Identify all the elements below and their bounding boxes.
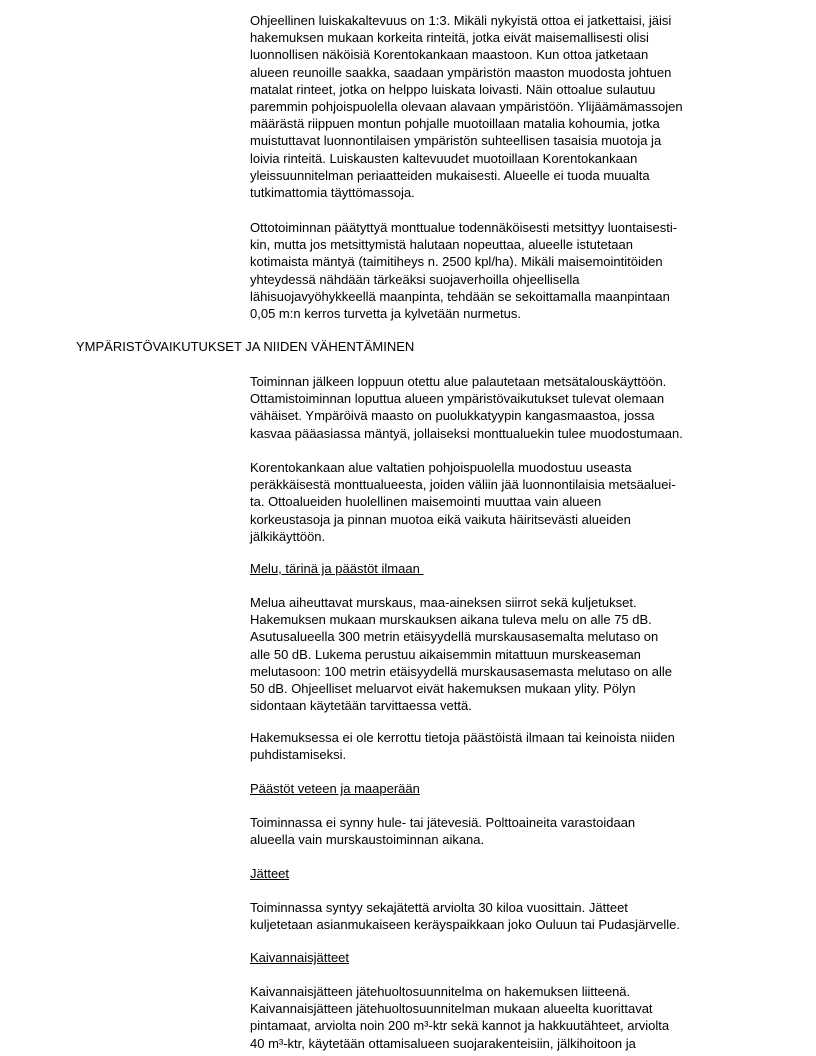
text-line: 40 m³-ktr, käytetään ottamisalueen suojarakenteisiin, jälkihoitoon ja <box>250 1035 636 1051</box>
text-line: jälkikäyttöön. <box>250 528 326 544</box>
text-line: puhdistamiseksi. <box>250 747 347 763</box>
text-line: paremmin pohjoispuolella olevaan alavaan ympäristöön. Ylijäämämassojen <box>250 99 683 115</box>
text-line: luonnollisen näköisiä Korentokankaan maastoon. Kun ottoa jatketaan <box>250 47 649 63</box>
text-line: loivia rinteitä. Luiskausten kaltevuudet muotoillaan Korentokankaan <box>250 150 638 166</box>
text-line: Ottamistoiminnan loputtua alueen ympäristövaikutukset tulevat olemaan <box>250 391 665 407</box>
text-line: peräkkäisestä monttualueesta, joiden väliin jää luonnontilaisia metsäaluei- <box>250 477 676 493</box>
section-heading-environmental-impacts: YMPÄRISTÖVAIKUTUKSET JA NIIDEN VÄHENTÄMINEN <box>76 339 415 354</box>
paragraph-reforestation <box>250 219 750 322</box>
paragraph-waste <box>250 899 750 933</box>
text-line: pintamaat, arviolta noin 200 m³-ktr sekä kannot ja hakkuutähteet, arviolta <box>250 1018 670 1034</box>
text-line: Ohjeellinen luiskakaltevuus on 1:3. Mikäli nykyistä ottoa ei jatkettaisi, jäisi <box>250 13 672 28</box>
text-line: alueella vain murskaustoiminnan aikana. <box>250 832 485 848</box>
text-line: kin, mutta jos metsittymistä halutaan nopeuttaa, alueelle istutetaan <box>250 237 633 253</box>
text-line: Korentokankaan alue valtatien pohjoispuolella muodostuu useasta <box>250 460 632 475</box>
text-line: 50 dB. Ohjeelliset meluarvot eivät hakemuksen mukaan ylity. Pölyn <box>250 681 636 697</box>
text-line: muistuttavat luonnontilaisen ympäristön suhteellisen tasaisia muotoja ja <box>250 133 662 149</box>
paragraph-noise <box>250 594 750 714</box>
text-line: lähisuojavyöhykkeellä maanpinta, tehdään se sekoittamalla maanpintaan <box>250 288 670 304</box>
text-line: Toiminnan jälkeen loppuun otettu alue palautetaan metsätalouskäyttöön. <box>250 374 667 389</box>
text-line: 0,05 m:n kerros turvetta ja kylvetään nurmetus. <box>250 306 521 322</box>
paragraph-air-emissions <box>250 729 750 763</box>
text-line: alle 50 dB. Lukema perustuu aikaisemmin mitattuun murskeaseman <box>250 646 641 662</box>
paragraph-water-soil <box>250 814 750 848</box>
text-line: kasvaa pääasiassa mäntyä, jollaiseksi monttualuekin tulee muodostumaan. <box>250 425 683 441</box>
paragraph-after-use <box>250 373 750 442</box>
text-line: Hakemuksen mukaan murskauksen aikana tuleva melu on alle 75 dB. <box>250 612 652 628</box>
text-line: matalat rinteet, jotka on helppo luiskata loivasti. Näin ottoalue sulautuu <box>250 81 656 97</box>
paragraph-extractive-waste <box>250 983 750 1052</box>
text-line: hakemuksen mukaan korkeita rinteitä, jotka eivät maisemallisesti olisi <box>250 30 649 46</box>
text-line: Kaivannaisjätteen jätehuoltosuunnitelma on hakemuksen liitteenä. <box>250 984 631 999</box>
text-line: ta. Ottoalueiden huolellinen maisemointi muuttaa vain alueen <box>250 494 602 510</box>
subheading-noise-vibration-emissions: Melu, tärinä ja päästöt ilmaan <box>250 561 424 576</box>
paragraph-korentokangas-area <box>250 459 750 545</box>
text-line: tutkimattomia täyttömassoja. <box>250 185 415 201</box>
text-line: alueen reunoille saakka, saadaan ympäristön maaston muodosta johtuen <box>250 64 672 80</box>
text-line: Melua aiheuttavat murskaus, maa-aineksen siirrot sekä kuljetukset. <box>250 595 637 610</box>
text-line: määrästä riippuen montun pohjalle muotoillaan matalia kohoumia, jotka <box>250 116 660 132</box>
text-line: Asutusalueella 300 metrin etäisyydellä murskausasemalta melutaso on <box>250 629 659 645</box>
text-line: Toiminnassa syntyy sekajätettä arviolta 30 kiloa vuosittain. Jätteet <box>250 900 628 915</box>
subheading-water-soil-emissions: Päästöt veteen ja maaperään <box>250 781 420 796</box>
subheading-waste: Jätteet <box>250 866 290 881</box>
text-line: kotimaista mäntyä (taimitiheys n. 2500 kpl/ha). Mikäli maisemointitöiden <box>250 254 663 270</box>
subheading-extractive-waste: Kaivannaisjätteet <box>250 950 350 965</box>
text-line: kuljetetaan asianmukaiseen keräyspaikkaan joko Ouluun tai Pudasjärvelle. <box>250 917 680 933</box>
text-line: Ottotoiminnan päätyttyä monttualue todennäköisesti metsittyy luontaisesti- <box>250 220 678 235</box>
text-line: korkeustasoja ja pinnan muotoa eikä vaikuta häiritsevästi alueiden <box>250 511 631 527</box>
paragraph-slope-restoration <box>250 12 750 201</box>
text-line: vähäiset. Ympäröivä maasto on puolukkatyypin kangasmaastoa, jossa <box>250 408 655 424</box>
text-line: melutasoon: 100 metrin etäisyydellä murskausasemasta melutaso on alle <box>250 663 672 679</box>
text-line: sidontaan käytetään tarvittaessa vettä. <box>250 698 472 714</box>
text-line: yleissuunnitelman periaatteiden mukaisesti. Alueelle ei tuoda muualta <box>250 167 650 183</box>
text-line: yhteydessä nähdään tärkeäksi suojaverhoilla ohjeellisella <box>250 271 580 287</box>
text-line: Kaivannaisjätteen jätehuoltosuunnitelman mukaan alueelta kuorittavat <box>250 1001 653 1017</box>
text-line: Toiminnassa ei synny hule- tai jätevesiä. Polttoaineita varastoidaan <box>250 815 636 830</box>
text-line: Hakemuksessa ei ole kerrottu tietoja päästöistä ilmaan tai keinoista niiden <box>250 730 675 745</box>
